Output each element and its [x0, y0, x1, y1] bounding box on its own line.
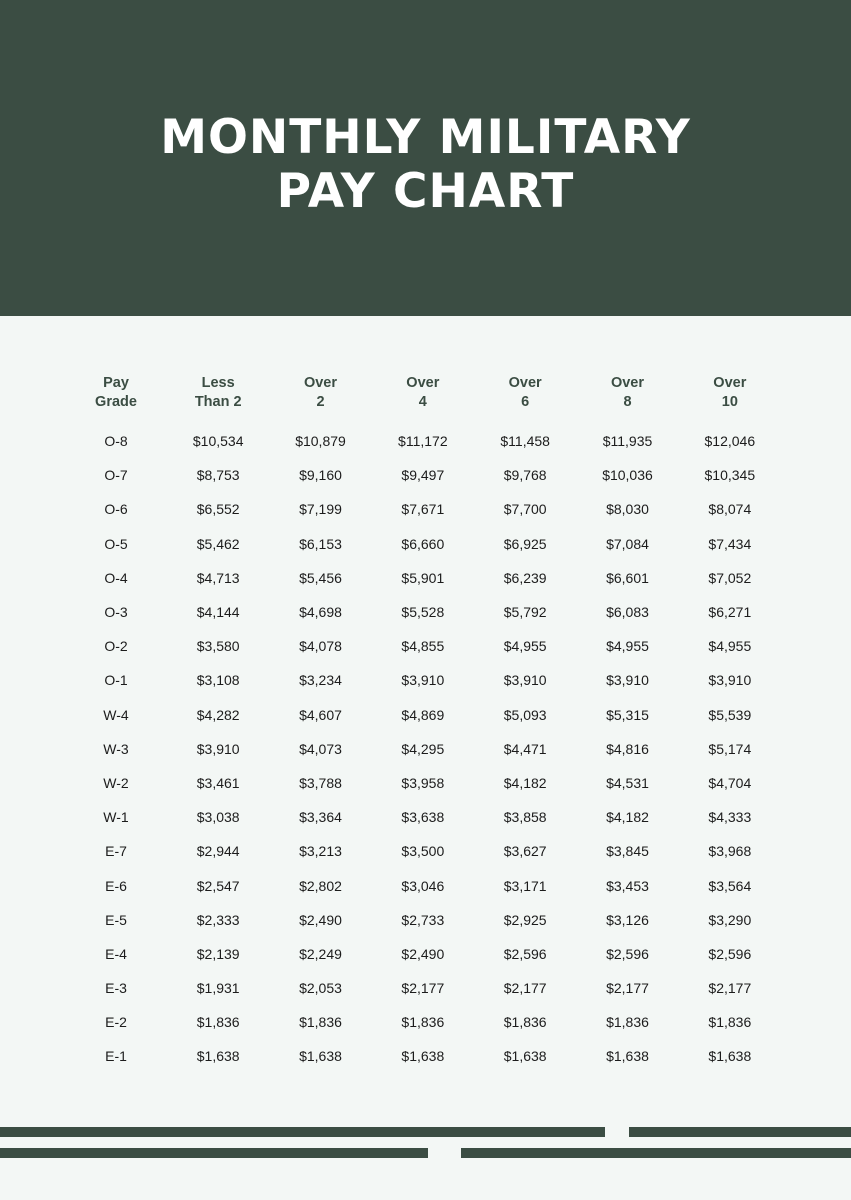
pay-amount-cell: $2,944	[196, 843, 240, 860]
pay-amount-cell: $5,462	[196, 535, 240, 552]
pay-amount-cell: $3,910	[196, 740, 240, 757]
pay-grade-cell: E-5	[105, 911, 127, 928]
pay-amount-cell: $3,500	[401, 843, 445, 860]
pay-amount-cell: $6,925	[503, 535, 547, 552]
table-row	[65, 868, 781, 902]
header-banner	[0, 0, 851, 316]
pay-amount-cell: $4,144	[196, 604, 240, 621]
pay-amount-cell: $3,968	[708, 843, 752, 860]
column-header-over-2	[269, 374, 371, 424]
pay-amount-cell: $2,177	[503, 980, 547, 997]
pay-amount-cell: $3,461	[196, 774, 240, 791]
pay-amount-cell: $4,955	[606, 638, 649, 655]
pay-amount-cell: $1,836	[606, 1014, 649, 1031]
pay-amount-cell: $1,836	[401, 1014, 445, 1031]
page-title-line-1: MONTHLY MILITARY	[160, 110, 691, 165]
pay-amount-cell: $9,768	[503, 467, 547, 484]
table-row	[65, 766, 781, 800]
pay-amount-cell: $2,249	[299, 945, 342, 962]
column-header-over-6	[474, 374, 576, 424]
pay-amount-cell: $5,539	[708, 706, 752, 723]
column-header-line: Over	[303, 375, 338, 391]
pay-amount-cell: $7,700	[503, 501, 547, 518]
pay-amount-cell: $2,177	[401, 980, 445, 997]
pay-amount-cell: $3,364	[299, 809, 342, 826]
pay-amount-cell: $1,638	[606, 1048, 649, 1065]
pay-amount-cell: $2,490	[299, 911, 342, 928]
pay-amount-cell: $6,552	[196, 501, 240, 518]
pay-amount-cell: $5,792	[503, 604, 547, 621]
pay-amount-cell: $5,174	[708, 740, 752, 757]
pay-amount-cell: $4,333	[708, 809, 752, 826]
pay-amount-cell: $3,046	[401, 877, 445, 894]
table-row	[65, 800, 781, 834]
pay-amount-cell: $4,078	[299, 638, 342, 655]
pay-grade-cell: E-2	[105, 1014, 127, 1031]
column-header-line: Grade	[95, 394, 137, 410]
pay-grade-cell: W-4	[103, 706, 129, 723]
column-header-over-10	[679, 374, 781, 424]
table-row	[65, 698, 781, 732]
pay-grade-cell: O-1	[104, 672, 128, 689]
table-row	[65, 527, 781, 561]
pay-amount-cell: $1,638	[503, 1048, 547, 1065]
pay-amount-cell: $10,879	[295, 433, 346, 450]
pay-amount-cell: $8,753	[196, 467, 240, 484]
pay-amount-cell: $3,171	[503, 877, 547, 894]
pay-amount-cell: $3,910	[503, 672, 547, 689]
column-header-pay-grade	[65, 374, 167, 424]
column-header-line: Than 2	[194, 394, 242, 410]
pay-amount-cell: $4,471	[503, 740, 547, 757]
pay-amount-cell: $4,955	[503, 638, 547, 655]
footer-bar-bottom-right	[461, 1148, 851, 1158]
column-header-over-4	[372, 374, 474, 424]
pay-table-container	[65, 374, 781, 1074]
pay-amount-cell: $6,153	[299, 535, 342, 552]
pay-amount-cell: $1,931	[196, 980, 240, 997]
column-header-line: Less	[201, 375, 235, 391]
column-header-line: Over	[508, 375, 542, 391]
pay-grade-cell: E-3	[105, 980, 127, 997]
table-row	[65, 937, 781, 971]
pay-grade-cell: O-2	[104, 638, 128, 655]
pay-amount-cell: $3,453	[606, 877, 649, 894]
pay-amount-cell: $11,935	[602, 433, 653, 450]
pay-amount-cell: $2,177	[708, 980, 752, 997]
pay-amount-cell: $7,084	[606, 535, 649, 552]
pay-amount-cell: $1,638	[196, 1048, 240, 1065]
pay-amount-cell: $3,213	[299, 843, 342, 860]
pay-amount-cell: $3,910	[708, 672, 752, 689]
pay-amount-cell: $4,698	[299, 604, 342, 621]
column-header-line: 2	[316, 394, 325, 410]
pay-grade-cell: O-8	[104, 433, 128, 450]
pay-amount-cell: $3,910	[606, 672, 649, 689]
column-header-line: Over	[713, 375, 747, 391]
page-title-line-2: PAY CHART	[276, 164, 575, 219]
pay-grade-cell: O-5	[104, 535, 128, 552]
pay-amount-cell: $5,528	[401, 604, 445, 621]
table-row	[65, 1005, 781, 1039]
pay-amount-cell: $8,074	[708, 501, 752, 518]
pay-amount-cell: $5,901	[401, 569, 445, 586]
pay-amount-cell: $10,345	[704, 467, 756, 484]
pay-table	[65, 374, 781, 1074]
table-row	[65, 629, 781, 663]
pay-grade-cell: O-3	[104, 604, 128, 621]
pay-amount-cell: $4,704	[708, 774, 752, 791]
pay-amount-cell: $1,836	[196, 1014, 240, 1031]
pay-amount-cell: $5,315	[606, 706, 649, 723]
column-header-line: Over	[610, 375, 645, 391]
pay-amount-cell: $6,660	[401, 535, 445, 552]
table-header-row	[65, 374, 781, 424]
pay-amount-cell: $6,271	[708, 604, 752, 621]
table-row	[65, 1039, 781, 1073]
pay-grade-cell: W-1	[103, 809, 129, 826]
pay-amount-cell: $2,596	[503, 945, 547, 962]
pay-amount-cell: $2,596	[708, 945, 752, 962]
pay-grade-cell: E-7	[105, 843, 127, 860]
pay-amount-cell: $4,182	[503, 774, 547, 791]
pay-amount-cell: $3,126	[606, 911, 649, 928]
pay-amount-cell: $4,531	[606, 774, 649, 791]
table-row	[65, 492, 781, 526]
footer-bar-bottom-left	[0, 1148, 428, 1158]
pay-amount-cell: $3,580	[196, 638, 240, 655]
pay-amount-cell: $4,282	[196, 706, 240, 723]
table-row	[65, 732, 781, 766]
pay-amount-cell: $5,093	[503, 706, 547, 723]
pay-amount-cell: $2,139	[196, 945, 240, 962]
pay-amount-cell: $3,788	[299, 774, 342, 791]
pay-amount-cell: $2,333	[196, 911, 240, 928]
pay-amount-cell: $2,490	[401, 945, 445, 962]
pay-amount-cell: $3,234	[299, 672, 342, 689]
pay-amount-cell: $10,036	[602, 467, 653, 484]
table-row	[65, 595, 781, 629]
pay-amount-cell: $3,038	[196, 809, 240, 826]
pay-amount-cell: $4,073	[299, 740, 342, 757]
footer-bar-top-left	[0, 1127, 605, 1137]
pay-amount-cell: $8,030	[606, 501, 649, 518]
column-header-line: 8	[623, 394, 632, 410]
column-header-line: 10	[721, 394, 738, 410]
pay-amount-cell: $7,199	[299, 501, 342, 518]
footer-bar-top-right	[629, 1127, 851, 1137]
pay-grade-cell: O-7	[104, 467, 128, 484]
pay-amount-cell: $4,869	[401, 706, 445, 723]
table-row	[65, 458, 781, 492]
table-row	[65, 561, 781, 595]
pay-amount-cell: $4,295	[401, 740, 445, 757]
pay-amount-cell: $10,534	[192, 433, 244, 450]
pay-amount-cell: $7,671	[401, 501, 445, 518]
pay-amount-cell: $7,052	[708, 569, 752, 586]
table-row	[65, 663, 781, 697]
pay-amount-cell: $4,713	[196, 569, 240, 586]
pay-amount-cell: $9,160	[299, 467, 342, 484]
column-header-over-8	[576, 374, 678, 424]
pay-amount-cell: $3,290	[708, 911, 752, 928]
pay-amount-cell: $4,816	[606, 740, 649, 757]
table-row	[65, 971, 781, 1005]
pay-amount-cell: $5,456	[299, 569, 342, 586]
pay-grade-cell: W-2	[103, 774, 129, 791]
pay-amount-cell: $2,733	[401, 911, 445, 928]
pay-amount-cell: $2,925	[503, 911, 547, 928]
pay-amount-cell: $4,607	[299, 706, 342, 723]
pay-amount-cell: $1,836	[503, 1014, 547, 1031]
table-row	[65, 903, 781, 937]
pay-amount-cell: $2,053	[299, 980, 342, 997]
column-header-line: 4	[418, 394, 427, 410]
pay-grade-cell: W-3	[103, 740, 129, 757]
pay-amount-cell: $11,172	[398, 433, 448, 450]
pay-amount-cell: $1,836	[299, 1014, 342, 1031]
column-header-line: Over	[406, 375, 440, 391]
pay-amount-cell: $3,958	[401, 774, 445, 791]
pay-amount-cell: $3,910	[401, 672, 445, 689]
pay-amount-cell: $1,836	[708, 1014, 752, 1031]
pay-amount-cell: $2,802	[299, 877, 342, 894]
pay-amount-cell: $3,627	[503, 843, 547, 860]
pay-amount-cell: $7,434	[708, 535, 752, 552]
pay-grade-cell: O-6	[104, 501, 128, 518]
pay-amount-cell: $2,177	[606, 980, 649, 997]
pay-amount-cell: $4,855	[401, 638, 445, 655]
pay-grade-cell: E-4	[105, 945, 127, 962]
pay-amount-cell: $3,845	[606, 843, 649, 860]
table-row	[65, 424, 781, 458]
pay-amount-cell: $3,108	[196, 672, 240, 689]
pay-amount-cell: $6,239	[503, 569, 547, 586]
column-header-line: Pay	[103, 375, 129, 391]
pay-amount-cell: $2,596	[606, 945, 649, 962]
pay-amount-cell: $1,638	[401, 1048, 445, 1065]
pay-amount-cell: $9,497	[401, 467, 445, 484]
pay-amount-cell: $4,182	[606, 809, 649, 826]
table-row	[65, 834, 781, 868]
pay-amount-cell: $3,858	[503, 809, 547, 826]
pay-grade-cell: E-6	[105, 877, 127, 894]
pay-amount-cell: $2,547	[196, 877, 240, 894]
column-header-less-than-2	[167, 374, 269, 424]
pay-grade-cell: E-1	[105, 1048, 127, 1065]
pay-amount-cell: $3,638	[401, 809, 445, 826]
pay-amount-cell: $12,046	[704, 433, 756, 450]
pay-amount-cell: $11,458	[500, 433, 550, 450]
pay-amount-cell: $1,638	[299, 1048, 342, 1065]
table-body	[65, 424, 781, 1074]
column-header-line: 6	[521, 394, 530, 410]
pay-amount-cell: $1,638	[708, 1048, 752, 1065]
pay-amount-cell: $3,564	[708, 877, 752, 894]
pay-amount-cell: $4,955	[708, 638, 752, 655]
pay-amount-cell: $6,601	[606, 569, 649, 586]
pay-grade-cell: O-4	[104, 569, 128, 586]
pay-amount-cell: $6,083	[606, 604, 649, 621]
